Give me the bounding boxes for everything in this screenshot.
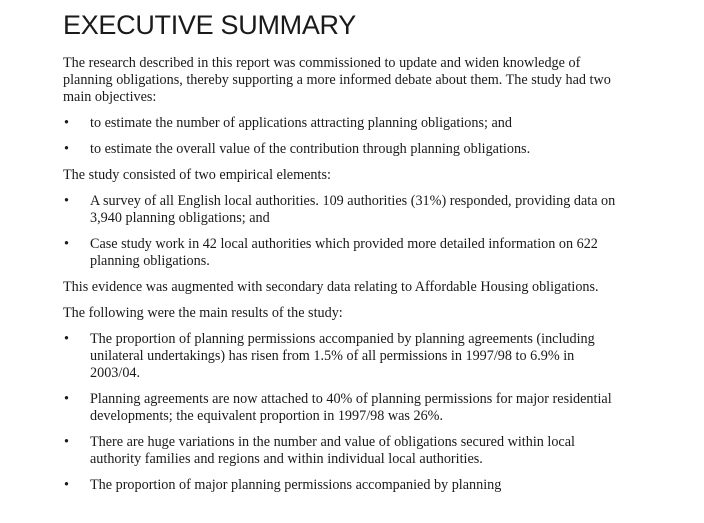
intro-paragraph: The research described in this report was commissioned to update and widen knowledge of planning obligations, thereby supporting a more informed debate about them. The study had two main objectives: [63,55,611,105]
bullet-icon: • [64,236,69,252]
list-item [63,477,623,494]
evidence-paragraph: This evidence was augmented with secondary data relating to Affordable Housing obligations. [63,279,599,295]
list-item-text: to estimate the number of applications attracting planning obligations; and [90,115,512,131]
bullet-icon: • [64,115,69,131]
list-item-text: The proportion of major planning permissions accompanied by planning [90,477,502,493]
list-item [63,391,623,425]
bullet-icon: • [64,434,69,450]
elements-list [63,193,623,270]
list-item-text: A survey of all English local authorities. 109 authorities (31%) responded, providing data on 3,940 planning obligations; and [90,193,616,226]
bullet-icon: • [64,193,69,209]
list-item [63,193,623,227]
list-item-text: Case study work in 42 local authorities which provided more detailed information on 622 planning obligations. [90,236,598,269]
list-item [63,236,623,270]
list-item-text: Planning agreements are now attached to 40% of planning permissions for major residential developments; the equivalent proportion in 1997/98 was 26%. [90,391,612,424]
list-item [63,141,623,158]
document-page [63,8,623,503]
list-item [63,434,623,468]
list-item [63,331,623,382]
results-list [63,331,623,494]
list-item-text: The proportion of planning permissions accompanied by planning agreements (including unilateral undertakings) has risen from 1.5% of all permissions in 1997/98 to 6.9% in 2003/04. [90,331,595,381]
results-intro-paragraph: The following were the main results of the study: [63,305,343,321]
list-item-text: There are huge variations in the number and value of obligations secured within local authority families and regions and within individual local authorities. [90,434,575,467]
elements-intro-paragraph: The study consisted of two empirical elements: [63,167,331,183]
list-item-text: to estimate the overall value of the contribution through planning obligations. [90,141,531,157]
bullet-icon: • [64,141,69,157]
bullet-icon: • [64,477,69,493]
list-item [63,115,623,132]
objectives-list [63,115,623,158]
bullet-icon: • [64,391,69,407]
bullet-icon: • [64,331,69,347]
page-title: EXECUTIVE SUMMARY [63,10,356,40]
